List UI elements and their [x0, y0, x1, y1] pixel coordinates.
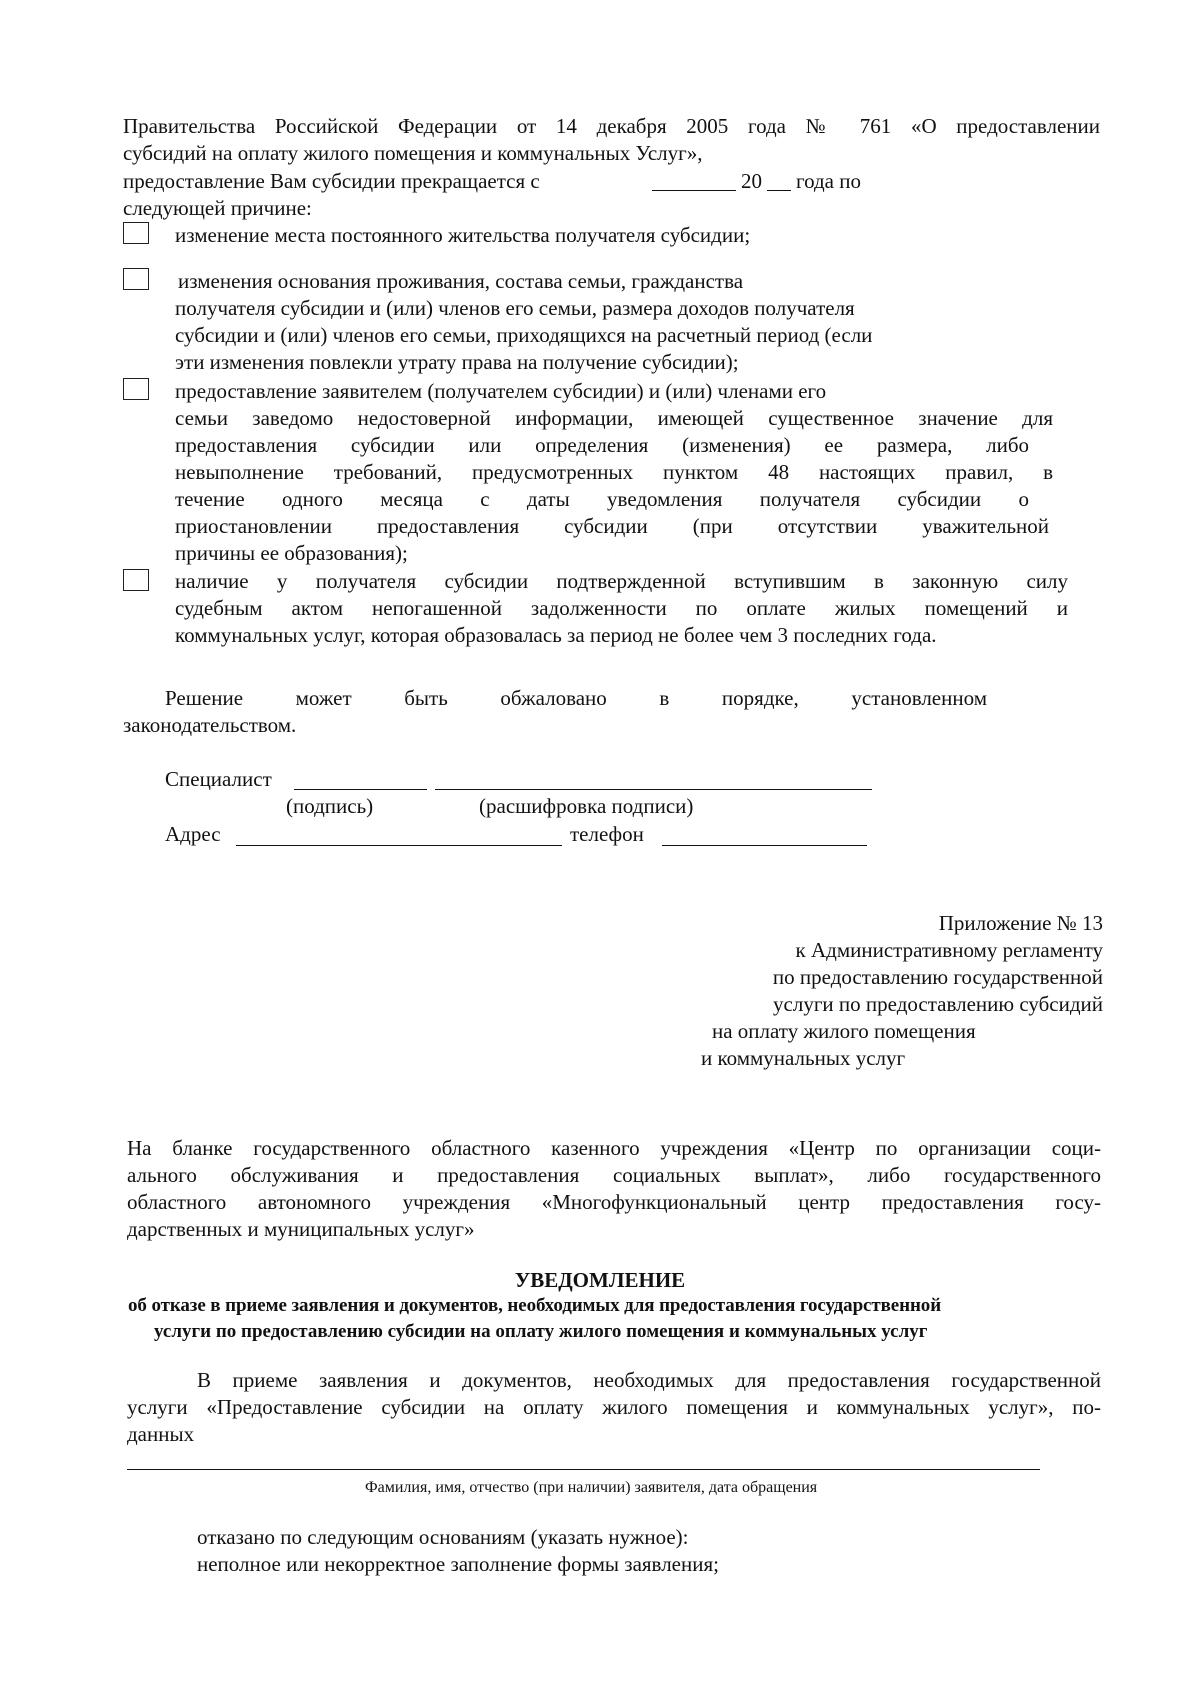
reason-4-line-2: судебным актом непогашенной задолженности по оплате жилых помещений и — [175, 596, 1068, 620]
termination-year-blank[interactable] — [767, 190, 791, 191]
reason-3-line-3: предоставления субсидии или определения (изменения) ее размера, либо — [175, 433, 1029, 457]
grounds-intro: отказано по следующим основаниям (указать нужное): — [197, 1525, 689, 1549]
reason-2-line-3: субсидии и (или) членов его семьи, приходящихся на расчетный период (если — [175, 323, 873, 347]
reason-3-line-7: причины ее образования); — [175, 541, 408, 565]
intro-line-1: Правительства Российской Федерации от 14 декабря 2005 года № 761 «О предоставлении — [123, 114, 1100, 138]
reason-3-line-6: приостановлении предоставления субсидии (при отсутствии уважительной — [175, 514, 1049, 538]
intro-line-3: предоставление Вам субсидии прекращается с — [123, 169, 540, 193]
address-line[interactable] — [236, 845, 562, 846]
appeal-line-2: законодательством. — [123, 713, 297, 737]
letterhead-line-3: областного автономного учреждения «Многофункциональный центр предоставления госу- — [127, 1190, 1101, 1214]
intro-year-suffix: года по — [796, 169, 861, 193]
signature-decoding-caption: (расшифровка подписи) — [479, 794, 694, 818]
letterhead-line-2: ального обслуживания и предоставления социальных выплат», либо государственного — [127, 1163, 1101, 1187]
reason-2-line-2: получателя субсидии и (или) членов его семьи, размера доходов получателя — [175, 296, 855, 320]
reason-3-line-5: течение одного месяца с даты уведомления получателя субсидии о — [175, 487, 1029, 511]
intro-year-prefix: 20 — [741, 169, 762, 193]
notice-title: УВЕДОМЛЕНИЕ — [514, 1268, 686, 1292]
notice-body-line-3: данных — [127, 1422, 195, 1446]
appendix-line-6: и коммунальных услуг — [701, 1046, 906, 1070]
appendix-title: Приложение № 13 — [938, 911, 1103, 935]
reason-1-line-1: изменение места постоянного жительства получателя субсидии; — [175, 223, 751, 247]
appendix-line-4: услуги по предоставлению субсидий — [773, 992, 1103, 1016]
appeal-line-1: Решение может быть обжаловано в порядке, установленном — [165, 686, 987, 710]
reason-checkbox-1[interactable] — [123, 222, 149, 244]
applicant-caption: Фамилия, имя, отчество (при наличии) заявителя, дата обращения — [365, 1479, 818, 1496]
specialist-label: Специалист — [165, 767, 272, 791]
reason-checkbox-3[interactable] — [123, 378, 149, 400]
signature-decoding-line[interactable] — [435, 789, 872, 790]
ground-item-1: неполное или некорректное заполнение формы заявления; — [197, 1552, 719, 1576]
phone-line[interactable] — [662, 845, 867, 846]
phone-label: телефон — [570, 822, 644, 846]
notice-body-line-2: услуги «Предоставление субсидии на оплату жилого помещения и коммунальных услуг», по- — [127, 1395, 1101, 1419]
signature-line[interactable] — [294, 789, 427, 790]
address-label: Адрес — [165, 822, 221, 846]
reason-checkbox-2[interactable] — [123, 268, 149, 290]
appendix-line-5: на оплату жилого помещения — [712, 1019, 976, 1043]
appendix-line-3: по предоставлению государственной — [772, 965, 1103, 989]
signature-caption: (подпись) — [286, 794, 374, 818]
reason-2-line-4: эти изменения повлекли утрату права на получение субсидии); — [175, 350, 739, 374]
notice-subtitle-line-2: услуги по предоставлению субсидии на оплату жилого помещения и коммунальных услуг — [154, 1321, 928, 1342]
reason-3-line-1: предоставление заявителем (получателем субсидии) и (или) членами его — [175, 379, 827, 403]
intro-line-4: следующей причине: — [123, 196, 312, 220]
termination-date-blank[interactable] — [652, 190, 736, 191]
appendix-line-2: к Административному регламенту — [795, 938, 1103, 962]
reason-4-line-1: наличие у получателя субсидии подтвержденной вступившим в законную силу — [175, 569, 1068, 593]
applicant-line[interactable] — [127, 1469, 1040, 1470]
reason-checkbox-4[interactable] — [123, 569, 149, 591]
reason-3-line-2: семьи заведомо недостоверной информации, имеющей существенное значение для — [175, 406, 1053, 430]
letterhead-line-4: дарственных и муниципальных услуг» — [127, 1217, 475, 1241]
reason-4-line-3: коммунальных услуг, которая образовалась за период не более чем 3 последних года. — [175, 623, 937, 647]
reason-3-line-4: невыполнение требований, предусмотренных пунктом 48 настоящих правил, в — [175, 460, 1053, 484]
intro-line-2: субсидий на оплату жилого помещения и коммунальных Услуг», — [123, 141, 703, 165]
reason-2-line-1: изменения основания проживания, состава семьи, гражданства — [178, 269, 744, 293]
notice-body-line-1: В приеме заявления и документов, необходимых для предоставления государственной — [197, 1368, 1101, 1392]
notice-subtitle-line-1: об отказе в приеме заявления и документов, необходимых для предоставления государственной — [128, 1295, 942, 1316]
letterhead-line-1: На бланке государственного областного казенного учреждения «Центр по организации соци- — [127, 1136, 1101, 1160]
